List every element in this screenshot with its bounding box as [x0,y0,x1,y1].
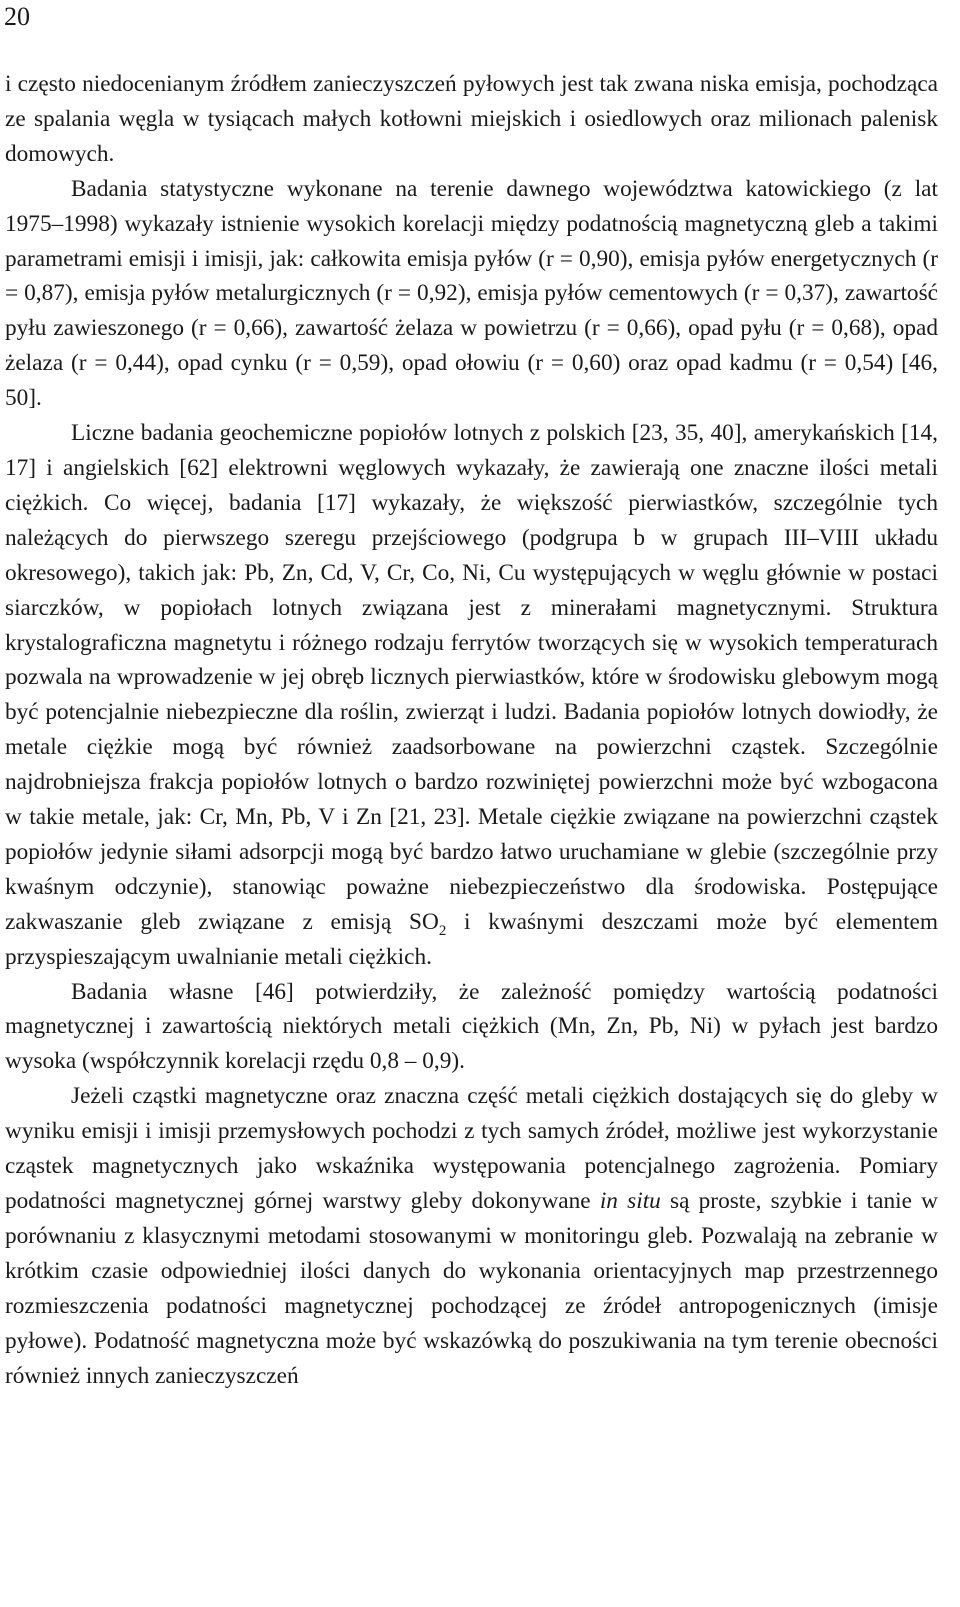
paragraph-3 [5,416,938,975]
paragraph-3-text-a: Liczne badania geochemiczne popiołów lotnych z polskich [23, 35, 40], amerykańskich [14, 17] i angielskich [62] elektrowni węglowych wykazały, że zawierają one znaczne ilości metali ciężkich. Co więcej, badania [17] wykazały, że większość pierwiastków, szczególnie tych należących do pierwszego szeregu przejściowego (podgrupa b w grupach III–VIII układu okresowego), takich jak: Pb, Zn, Cd, V, Cr, Co, Ni, Cu występujących w węglu głównie w postaci siarczków, w popiołach lotnych związana jest z minerałami magnetycznymi. Struktura krystalograficzna magnetytu i różnego rodzaju ferrytów tworzących się w wysokich temperaturach pozwala na wprowadzenie w jej obręb licznych pierwiastków, które w środowisku glebowym mogą być potencjalnie niebezpieczne dla roślin, zwierząt i ludzi. Badania popiołów lotnych dowiodły, że metale ciężkie mogą być również zaadsorbowane na powierzchni cząstek. Szczególnie najdrobniejsza frakcja popiołów lotnych o bardzo rozwiniętej powierzchni może być wzbogacona w takie metale, jak: Cr, Mn, Pb, V i Zn [21, 23]. Metale ciężkie związane na powierzchni cząstek popiołów jedynie siłami adsorpcji mogą być bardzo łatwo uruchamiane w glebie (szczególnie przy kwaśnym odczynie), stanowiąc poważne niebezpieczeństwo dla środowiska. Postępujące zakwaszanie gleb związane z emisją SO [5,420,938,935]
body-text [5,67,938,1393]
paragraph-1: i często niedocenianym źródłem zanieczyszczeń pyłowych jest tak zwana niska emisja, pochodząca ze spalania węgla w tysiącach małych kotłowni miejskich i osiedlowych oraz milionach palenisk domowych. [5,71,938,167]
so2-subscript: 2 [438,922,447,939]
page-number: 20 [4,2,30,31]
paragraph-4: Badania własne [46] potwierdziły, że zależność pomiędzy wartością podatności magnetycznej i zawartością niektórych metali ciężkich (Mn, Zn, Pb, Ni) w pyłach jest bardzo wysoka (współczynnik korelacji rzędu 0,8 – 0,9). [5,978,938,1075]
paragraph-5-text-b: są proste, szybkie i tanie w porównaniu z klasycznymi metodami stosowanymi w monitoringu gleb. Pozwalają na zebranie w krótkim czasie odpowiedniej ilości danych do wykonania orientacyjnych map przestrzennego rozmieszczenia podatności magnetycznej pochodzącej ze źródeł antropogenicznych (imisje pyłowe). Podatność magnetyczna może być wskazówką do poszukiwania na tym terenie obecności również innych zanieczyszczeń [5,1188,938,1389]
in-situ-italic: in situ [599,1188,661,1214]
paragraph-2: Badania statystyczne wykonane na terenie dawnego województwa katowickiego (z lat 1975–1998) wykazały istnienie wysokich korelacji między podatnością magnetyczną gleb a takimi parametrami emisji i imisji, jak: całkowita emisja pyłów (r = 0,90), emisja pyłów energetycznych (r = 0,87), emisja pyłów metalurgicznych (r = 0,92), emisja pyłów cementowych (r = 0,37), zawartość pyłu zawieszonego (r = 0,66), zawartość żelaza w powietrzu (r = 0,66), opad pyłu (r = 0,68), opad żelaza (r = 0,44), opad cynku (r = 0,59), opad ołowiu (r = 0,60) oraz opad kadmu (r = 0,54) [46, 50]. [5,175,938,412]
paragraph-3-text-b: i kwaśnymi deszczami może być elementem przyspieszającym uwalnianie metali ciężkich. [5,908,939,970]
paragraph-5-text-a: Jeżeli cząstki magnetyczne oraz znaczna część metali ciężkich dostających się do gleby w wyniku emisji i imisji przemysłowych pochodzi z tych samych źródeł, możliwe jest wykorzystanie cząstek magnetycznych jako wskaźnika występowania potencjalnego zagrożenia. Pomiary podatności magnetycznej górnej warstwy gleby dokonywane [5,1083,938,1214]
paragraph-5 [5,1079,938,1393]
